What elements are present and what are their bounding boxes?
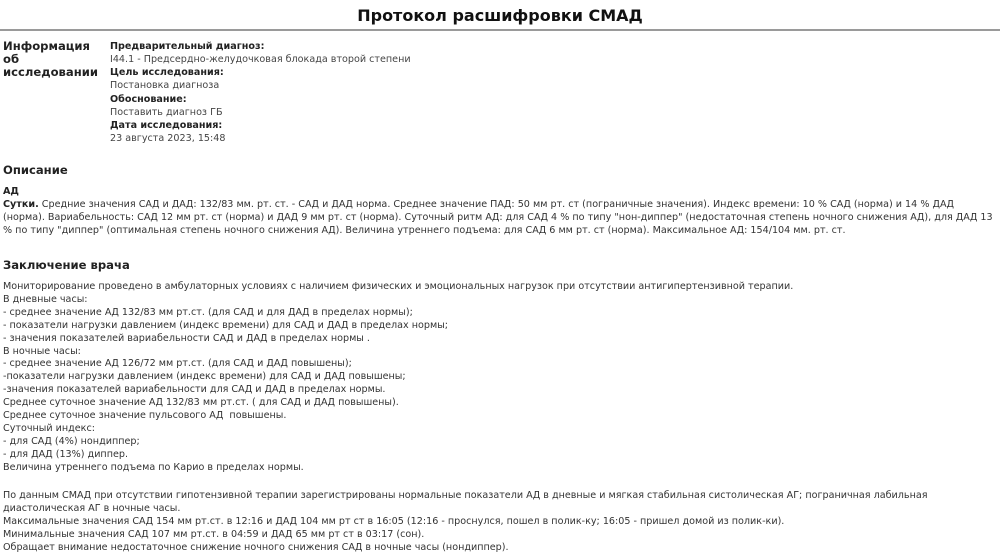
summary-line: Максимальные значения САД 154 мм рт.ст. в 12:16 и ДАД 104 мм рт ст в 16:05 (12:16 - проснулся, пошел в полик-ку; 16:05 - пришел домой из полик-ки). bbox=[3, 515, 785, 527]
field-title-rationale: Обоснование: bbox=[110, 93, 187, 105]
summary-line: Обращает внимание недостаточное снижение ночного снижения САД в ночные часы (нондиппер). bbox=[3, 541, 509, 553]
study-info-fields bbox=[110, 40, 980, 145]
conclusion-line: Среднее суточное значение пульсового АД повышены. bbox=[3, 410, 287, 422]
conclusion-line: Величина утреннего подъема по Карио в пределах нормы. bbox=[3, 461, 304, 473]
conclusion-heading: Заключение врача bbox=[3, 258, 130, 272]
conclusion-line: - показатели нагрузки давлением (индекс времени) для САД и ДАД в пределах нормы; bbox=[3, 319, 449, 331]
period-label: Сутки. bbox=[3, 199, 39, 210]
conclusion-line: Мониторирование проведено в амбулаторных условиях с наличием физических и эмоциональных нагрузок при отсутствии антигипертензивной терапии. bbox=[3, 281, 794, 292]
field-value-purpose: Постановка диагноза bbox=[110, 80, 220, 92]
description-text: Средние значения САД и ДАД: 132/83 мм. рт. ст. - САД и ДАД норма. Среднее значение ПАД: 50 мм рт. ст (пограничные значения). Индекс времени: 10 % САД (норма) и 14 % ДАД (норма). Вариабельность: САД 12 мм рт. ст (норма) и ДАД 9 мм рт. ст (норма). Суточный ритм АД: для САД 4 % по типу "нон-диппер" (недостаточная степень ночного снижения АД), для ДАД 13 % по типу "диппер" (оптимальная степень ночного снижения АД). Величина утреннего подъема: для САД 6 мм рт. ст (норма). Максимальное АД: 154/104 мм. рт. ст. bbox=[3, 199, 993, 236]
conclusion-line: В ночные часы: bbox=[3, 345, 81, 357]
field-title-date: Дата исследования: bbox=[110, 119, 223, 131]
summary-line: Минимальные значения САД 107 мм рт.ст. в 04:59 и ДАД 65 мм рт ст в 03:17 (сон). bbox=[3, 528, 425, 540]
conclusion-line: - значения показателей вариабельности САД и ДАД в пределах нормы . bbox=[3, 332, 370, 344]
conclusion-line: - для ДАД (13%) диппер. bbox=[3, 448, 129, 460]
conclusion-line: -значения показателей вариабельности для САД и ДАД в пределах нормы. bbox=[3, 384, 386, 396]
description-heading: Описание bbox=[3, 163, 68, 177]
summary-line: По данным СМАД при отсутствии гипотензивной терапии зарегистрированы нормальные показатели АД в дневные и мягкая стабильная систолическая АГ; пограничная лабильная диастолическая АГ в ночные часы. bbox=[3, 490, 931, 514]
conclusion-line: -показатели нагрузки давлением (индекс времени) для САД и ДАД повышены; bbox=[3, 371, 406, 383]
field-title-diagnosis: Предварительный диагноз: bbox=[110, 41, 265, 52]
study-info-label: Информация об исследовании bbox=[3, 39, 98, 79]
description-subheading: АД bbox=[3, 186, 19, 197]
conclusion-line: - среднее значение АД 132/83 мм рт.ст. (для САД и для ДАД в пределах нормы); bbox=[3, 306, 413, 318]
page-title: Протокол расшифровки СМАД bbox=[357, 6, 643, 25]
conclusion-section bbox=[3, 281, 998, 475]
title-divider bbox=[0, 29, 1000, 31]
description-section bbox=[3, 185, 998, 237]
description-paragraph bbox=[3, 198, 998, 237]
field-value-diagnosis: I44.1 - Предсердно-желудочковая блокада второй степени bbox=[110, 54, 411, 65]
conclusion-summary bbox=[3, 490, 988, 555]
field-value-rationale: Поставить диагноз ГБ bbox=[110, 106, 223, 118]
conclusion-line: Суточный индекс: bbox=[3, 422, 95, 434]
conclusion-line: Среднее суточное значение АД 132/83 мм рт.ст. ( для САД и ДАД повышены). bbox=[3, 397, 399, 409]
conclusion-line: - среднее значение АД 126/72 мм рт.ст. (для САД и ДАД повышены); bbox=[3, 358, 352, 370]
field-title-purpose: Цель исследования: bbox=[110, 67, 224, 79]
conclusion-line: - для САД (4%) нондиппер; bbox=[3, 435, 140, 447]
field-value-date: 23 августа 2023, 15:48 bbox=[110, 132, 226, 144]
conclusion-line: В дневные часы: bbox=[3, 293, 88, 305]
